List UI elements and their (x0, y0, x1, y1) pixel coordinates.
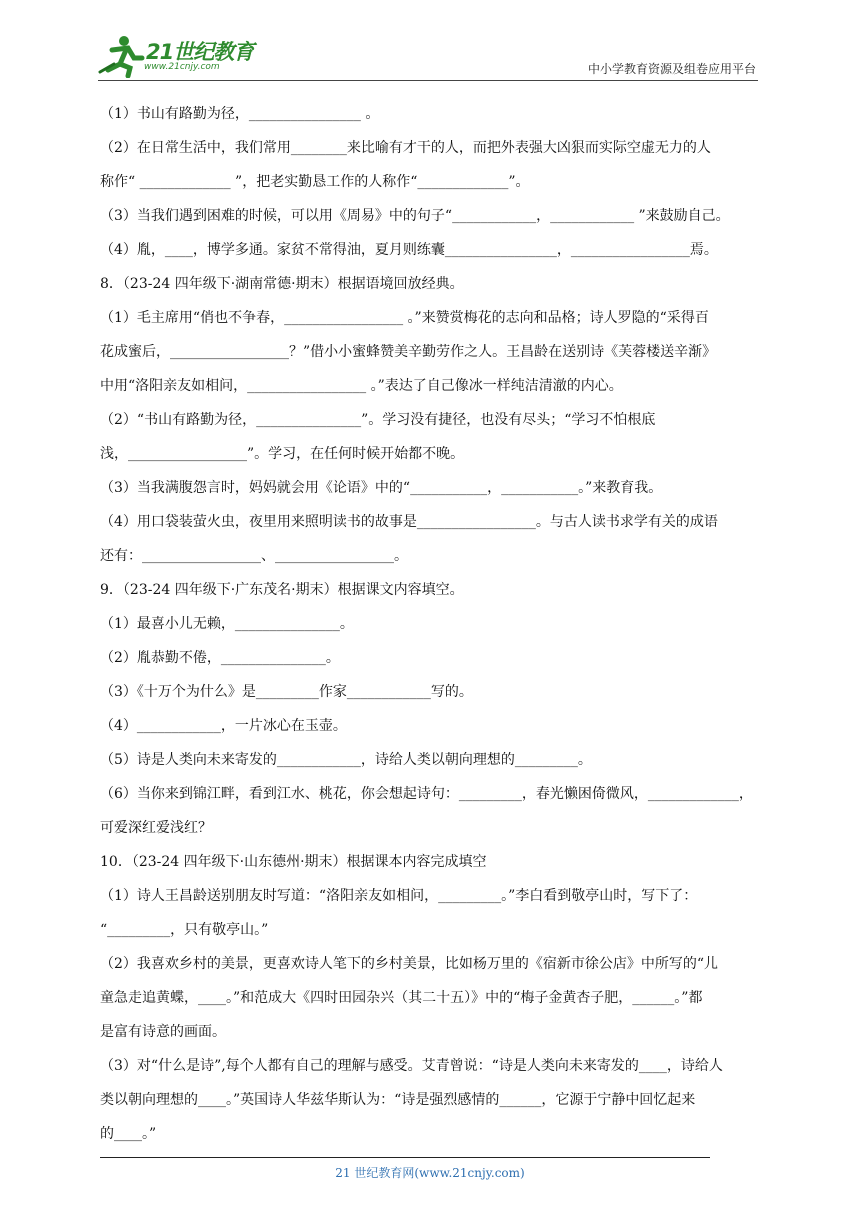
footer-divider (100, 1157, 710, 1158)
question-line: “_________，只有敬亭山。” (100, 922, 269, 938)
question-heading: 8．（23-24 四年级下·湖南常德·期末）根据语境回放经典。 (100, 276, 464, 292)
question-line: （2）胤恭勤不倦，_______________。 (100, 650, 340, 666)
question-heading: 9．（23-24 四年级下·广东茂名·期末）根据课文内容填空。 (100, 582, 464, 598)
question-line: 花成蜜后，_________________？”借小小蜜蜂赞美辛勤劳作之人。王昌龄在送别诗《芙蓉楼送辛渐》 (100, 344, 717, 360)
question-line: （3）《十万个为什么》是_________作家____________写的。 (100, 684, 473, 700)
page-header (98, 34, 758, 81)
logo-text: 21世纪教育 (146, 40, 254, 64)
question-line: 还有：_________________、_________________。 (100, 548, 408, 564)
question-line: （3）当我们遇到困难的时候，可以用《周易》中的句子“____________，____________ ”来鼓励自己。 (100, 208, 730, 224)
question-line: （1）最喜小儿无赖，_______________。 (100, 616, 354, 632)
question-line: 类以朝向理想的____。”英国诗人华兹华斯认为：“诗是强烈感情的______，它源于宁静中回忆起来 (100, 1092, 696, 1108)
question-line: 童急走追黄蝶，____。”和范成大《四时田园杂兴（其二十五）》中的“梅子金黄杏子肥，______。”都 (100, 990, 703, 1006)
question-line: （1）诗人王昌龄送别朋友时写道：“洛阳亲友如相问，_________。”李白看到敬亭山时，写下了： (100, 888, 698, 904)
question-line: （1）毛主席用“俏也不争春，_________________ 。”来赞赏梅花的志向和品格；诗人罗隐的“采得百 (100, 310, 709, 326)
question-line: （5）诗是人类向未来寄发的____________，诗给人类以朝向理想的_________。 (100, 752, 592, 768)
question-line: （2）“书山有路勤为径，_______________”。学习没有捷径，也没有尽头；“学习不怕根底 (100, 412, 656, 428)
question-heading: 10．（23-24 四年级下·山东德州·期末）根据课本内容完成填空 (100, 854, 487, 870)
question-line: （1）书山有路勤为径，________________ 。 (100, 106, 380, 122)
question-line: 可爱深红爱浅红？ (100, 820, 212, 836)
question-line: （4）____________，一片冰心在玉壶。 (100, 718, 347, 734)
question-line: 的____。” (100, 1126, 157, 1142)
site-logo (98, 34, 268, 78)
question-line: 中用“洛阳亲友如相问，_________________ 。”表达了自己像冰一样纯洁清澈的内心。 (100, 378, 623, 394)
platform-title: 中小学教育资源及组卷应用平台 (587, 62, 756, 76)
question-line: （3）当我满腹怨言时，妈妈就会用《论语》中的“___________，___________。”来教育我。 (100, 480, 663, 496)
footer-text[interactable]: 21 世纪教育网(www.21cnjy.com) (335, 1166, 525, 1180)
question-line: （3）对“什么是诗”,每个人都有自己的理解与感受。艾青曾说：“诗是人类向未来寄发的____，诗给人 (100, 1058, 723, 1074)
question-line: （2）在日常生活中，我们常用________来比喻有才干的人，而把外表强大凶狠而实际空虚无力的人 (100, 140, 711, 156)
question-line: （4）胤，____，博学多通。家贫不常得油，夏月则练囊________________，_________________焉。 (100, 242, 718, 258)
question-line: 是富有诗意的画面。 (100, 1024, 226, 1040)
question-line: （2）我喜欢乡村的美景，更喜欢诗人笔下的乡村美景，比如杨万里的《宿新市徐公店》中所写的“儿 (100, 956, 719, 972)
runner-icon (98, 34, 146, 78)
logo-url: www.21cnjy.com (144, 62, 220, 72)
question-line: 浅，_________________”。学习，在任何时候开始都不晚。 (100, 446, 465, 462)
question-line: 称作“ _____________ ”，把老实勤恳工作的人称作“_____________”。 (100, 174, 530, 190)
question-line: （6）当你来到锦江畔，看到江水、桃花，你会想起诗句：_________，春光懒困倚微风，_____________， (100, 786, 753, 802)
question-line: （4）用口袋装萤火虫，夜里用来照明读书的故事是_________________。与古人读书求学有关的成语 (100, 514, 718, 530)
